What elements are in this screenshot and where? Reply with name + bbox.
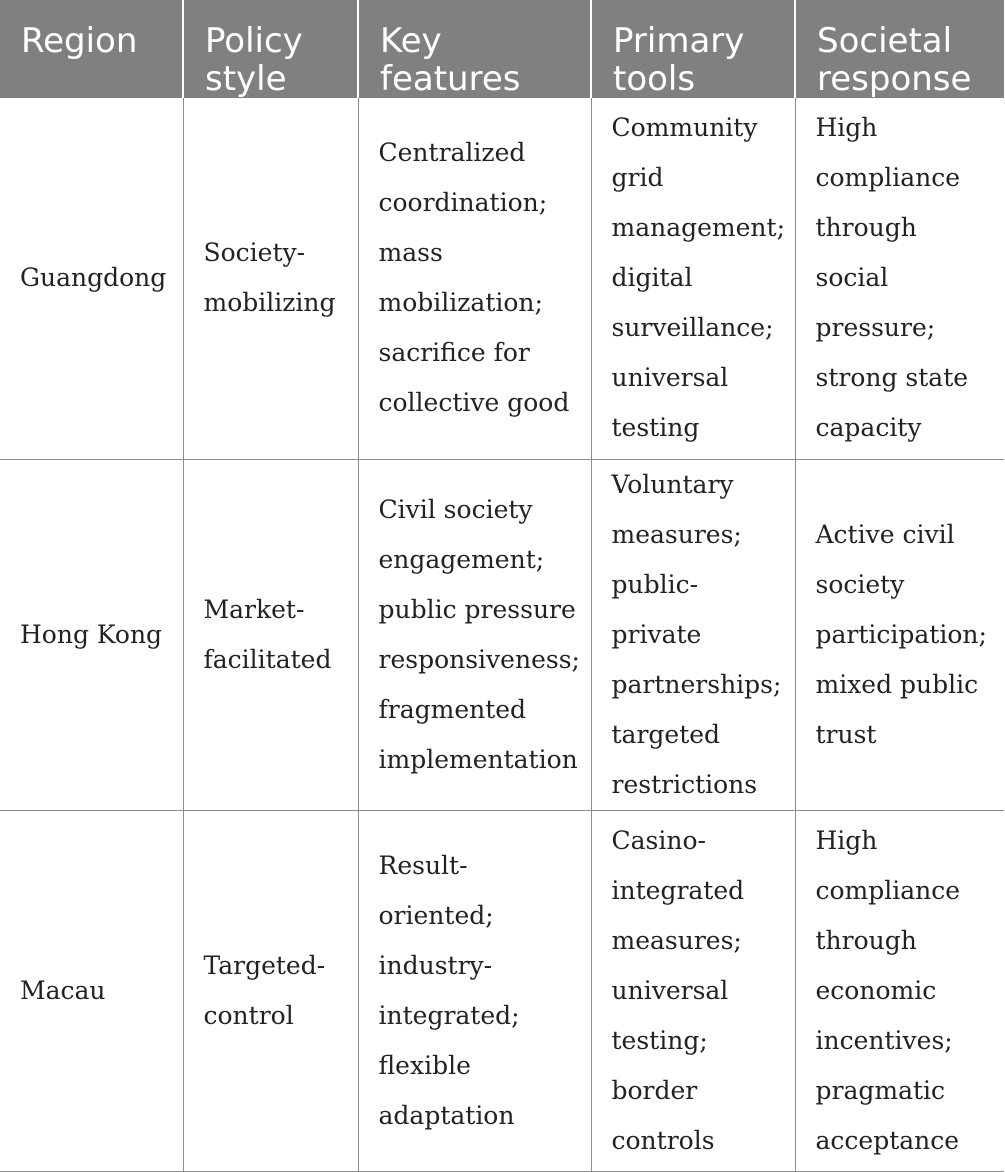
cell-primary-tools: Community grid management; digital surveillance; universal testing [591,98,795,459]
cell-region: Hong Kong [0,459,183,810]
cell-societal-response: Active civil society participation; mixed public trust [795,459,1004,810]
cell-primary-tools: Voluntary measures; public-private partnerships; targeted restrictions [591,459,795,810]
header-key-features: Key features [358,0,591,98]
table-row [0,98,1004,459]
header-societal-response: Societal response [795,0,1004,98]
cell-key-features: Centralized coordination; mass mobilization; sacrifice for collective good [358,98,591,459]
cell-societal-response: High compliance through social pressure; strong state capacity [795,98,1004,459]
header-region: Region [0,0,183,98]
cell-key-features: Civil society engagement; public pressure responsiveness; fragmented implementation [358,459,591,810]
cell-primary-tools: Casino- integrated measures; universal testing; border controls [591,810,795,1171]
cell-policy-style: Society- mobilizing [183,98,358,459]
table-row [0,810,1004,1171]
cell-region: Guangdong [0,98,183,459]
table-header [0,0,1004,98]
cell-societal-response: High compliance through economic incentives; pragmatic acceptance [795,810,1004,1171]
cell-region: Macau [0,810,183,1171]
table-body [0,98,1004,1171]
header-policy-style: Policy style [183,0,358,98]
cell-key-features: Result-oriented; industry- integrated; flexible adaptation [358,810,591,1171]
table-row [0,459,1004,810]
header-row [0,0,1004,98]
cell-policy-style: Market- facilitated [183,459,358,810]
cell-policy-style: Targeted- control [183,810,358,1171]
header-primary-tools: Primary tools [591,0,795,98]
